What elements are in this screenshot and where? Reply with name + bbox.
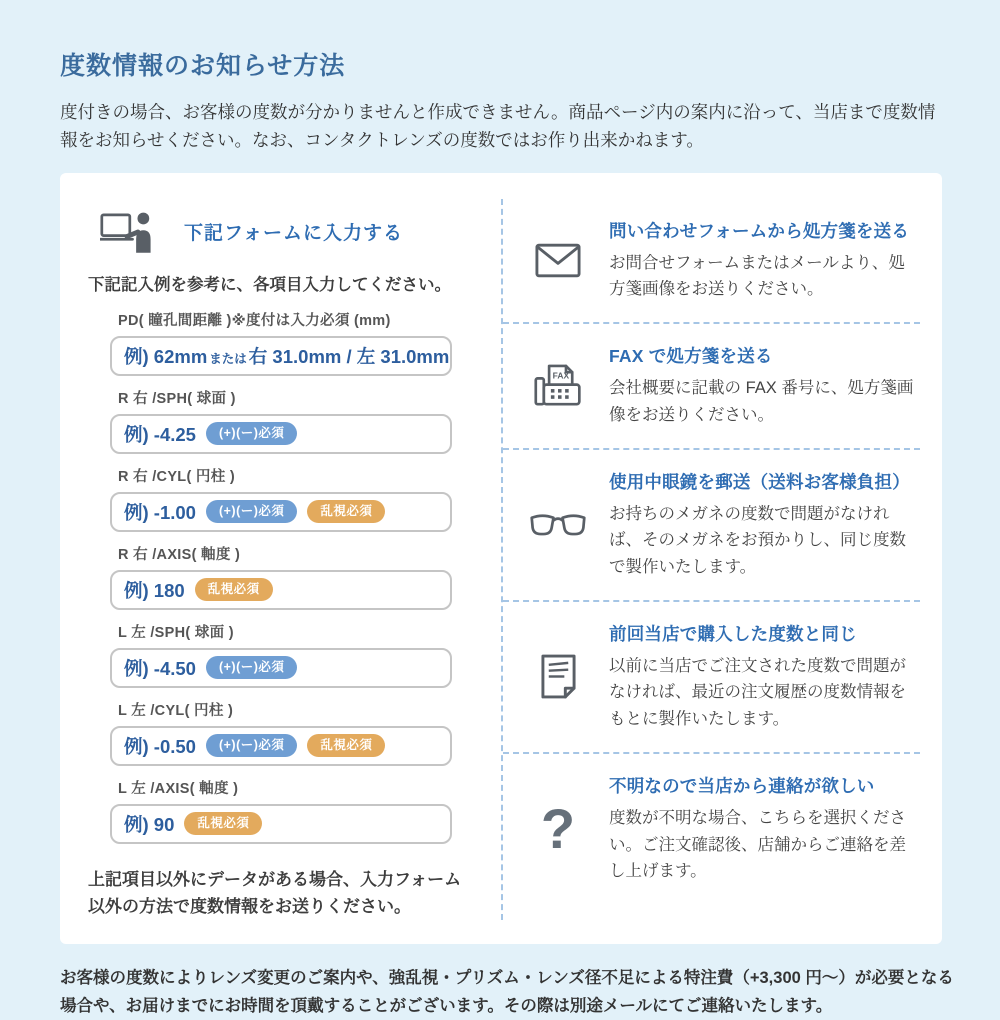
method-mail-glasses xyxy=(503,448,920,600)
glasses-icon xyxy=(517,513,599,537)
field-label-r-sph: R 右 /SPH( 球面 ) xyxy=(118,390,236,407)
form-instruction: 下記記入例を参考に、各項目入力してください。 xyxy=(88,275,451,294)
pd-example-main: 例) 62mm xyxy=(124,345,208,367)
mail-icon xyxy=(517,243,599,278)
document-icon xyxy=(517,654,599,699)
l-sph-example: 例) -4.50 xyxy=(124,657,196,679)
method-unknown-contact-me xyxy=(503,752,920,904)
method-description: 度数が不明な場合、こちらを選択ください。ご注文確認後、店舗からご連絡を差し上げます。 xyxy=(609,808,906,881)
info-card xyxy=(60,173,942,944)
pd-example-rest: 右 31.0mm / 左 31.0mm xyxy=(248,345,450,367)
fax-icon-label: FAX xyxy=(552,370,570,381)
l-axis-example: 例) 90 xyxy=(124,813,175,835)
form-note: 上記項目以外にデータがある場合、入力フォーム以外の方法で度数情報をお送りください。 xyxy=(88,869,462,916)
method-fax xyxy=(503,322,920,447)
field-label-l-cyl: L 左 /CYL( 円柱 ) xyxy=(118,702,234,719)
r-cyl-example: 例) -1.00 xyxy=(124,501,196,523)
page-title: 度数情報のお知らせ方法 xyxy=(60,52,346,80)
method-description: 会社概要に記載の FAX 番号に、処方箋画像をお送りください。 xyxy=(609,379,914,424)
intro-text: 度付きの場合、お客様の度数が分かりませんと作成できません。商品ページ内の案内に沿って、当店まで度数情報をお知らせください。なお、コンタクトレンズの度数ではお作り出来かねます。 xyxy=(60,102,936,151)
field-input-r-sph[interactable] xyxy=(110,414,452,454)
field-label-l-axis: L 左 /AXIS( 軸度 ) xyxy=(118,780,239,797)
form-section-title: 下記フォームに入力する xyxy=(184,223,404,245)
astigmatism-required-badge: 乱視必須 xyxy=(184,812,262,835)
field-label-r-cyl: R 右 /CYL( 円柱 ) xyxy=(118,468,235,485)
field-input-l-sph[interactable] xyxy=(110,648,452,688)
method-description: お問合せフォームまたはメールより、処方箋画像をお送りください。 xyxy=(609,253,905,299)
method-contact-form xyxy=(503,199,920,322)
method-title: FAX で処方箋を送る xyxy=(609,346,773,367)
r-axis-example: 例) 180 xyxy=(124,579,185,601)
astigmatism-required-badge: 乱視必須 xyxy=(195,578,273,601)
method-title: 使用中眼鏡を郵送（送料お客様負担） xyxy=(609,471,910,492)
method-title: 前回当店で購入した度数と同じ xyxy=(609,623,857,644)
form-header xyxy=(100,211,469,253)
form-column xyxy=(60,199,501,920)
pd-example-or: または xyxy=(209,351,247,366)
methods-column xyxy=(501,199,942,920)
plus-minus-required-badge: (+)(ー)必須 xyxy=(206,422,297,445)
question-icon: ? xyxy=(540,796,576,860)
method-description: お持ちのメガネの度数で問題がなければ、そのメガネをお預かりし、同じ度数で製作いたします。 xyxy=(609,504,906,576)
field-input-l-cyl[interactable] xyxy=(110,726,452,766)
plus-minus-required-badge: (+)(ー)必須 xyxy=(206,734,297,757)
field-input-pd[interactable] xyxy=(110,336,452,376)
l-cyl-example: 例) -0.50 xyxy=(124,735,196,757)
field-label-r-axis: R 右 /AXIS( 軸度 ) xyxy=(118,546,241,563)
field-input-l-axis[interactable] xyxy=(110,804,452,844)
presenter-icon xyxy=(100,211,156,253)
field-input-r-cyl[interactable] xyxy=(110,492,452,532)
footer-note: お客様の度数によりレンズ変更のご案内や、強乱視・プリズム・レンズ径不足による特注費（+3,300 円〜）が必要となる場合や、お届けまでにお時間を頂戴することがございます。その際は別途メールにてご連絡いたします。 xyxy=(60,969,954,1016)
form-fields xyxy=(110,309,452,844)
field-label-pd: PD( 瞳孔間距離 )※度付は入力必須 (mm) xyxy=(118,312,391,329)
field-label-l-sph: L 左 /SPH( 球面 ) xyxy=(118,624,234,641)
astigmatism-required-badge: 乱視必須 xyxy=(307,734,385,757)
r-sph-example: 例) -4.25 xyxy=(124,423,196,445)
plus-minus-required-badge: (+)(ー)必須 xyxy=(206,656,297,679)
method-previous-order xyxy=(503,600,920,752)
field-input-r-axis[interactable] xyxy=(110,570,452,610)
method-title: 不明なので当店から連絡が欲しい xyxy=(609,775,875,796)
astigmatism-required-badge: 乱視必須 xyxy=(307,500,385,523)
fax-icon xyxy=(517,363,599,408)
method-description: 以前に当店でご注文された度数で問題がなければ、最近の注文履歴の度数情報をもとに製作いたします。 xyxy=(609,656,906,729)
plus-minus-required-badge: (+)(ー)必須 xyxy=(206,500,297,523)
method-title: 問い合わせフォームから処方箋を送る xyxy=(609,220,910,241)
